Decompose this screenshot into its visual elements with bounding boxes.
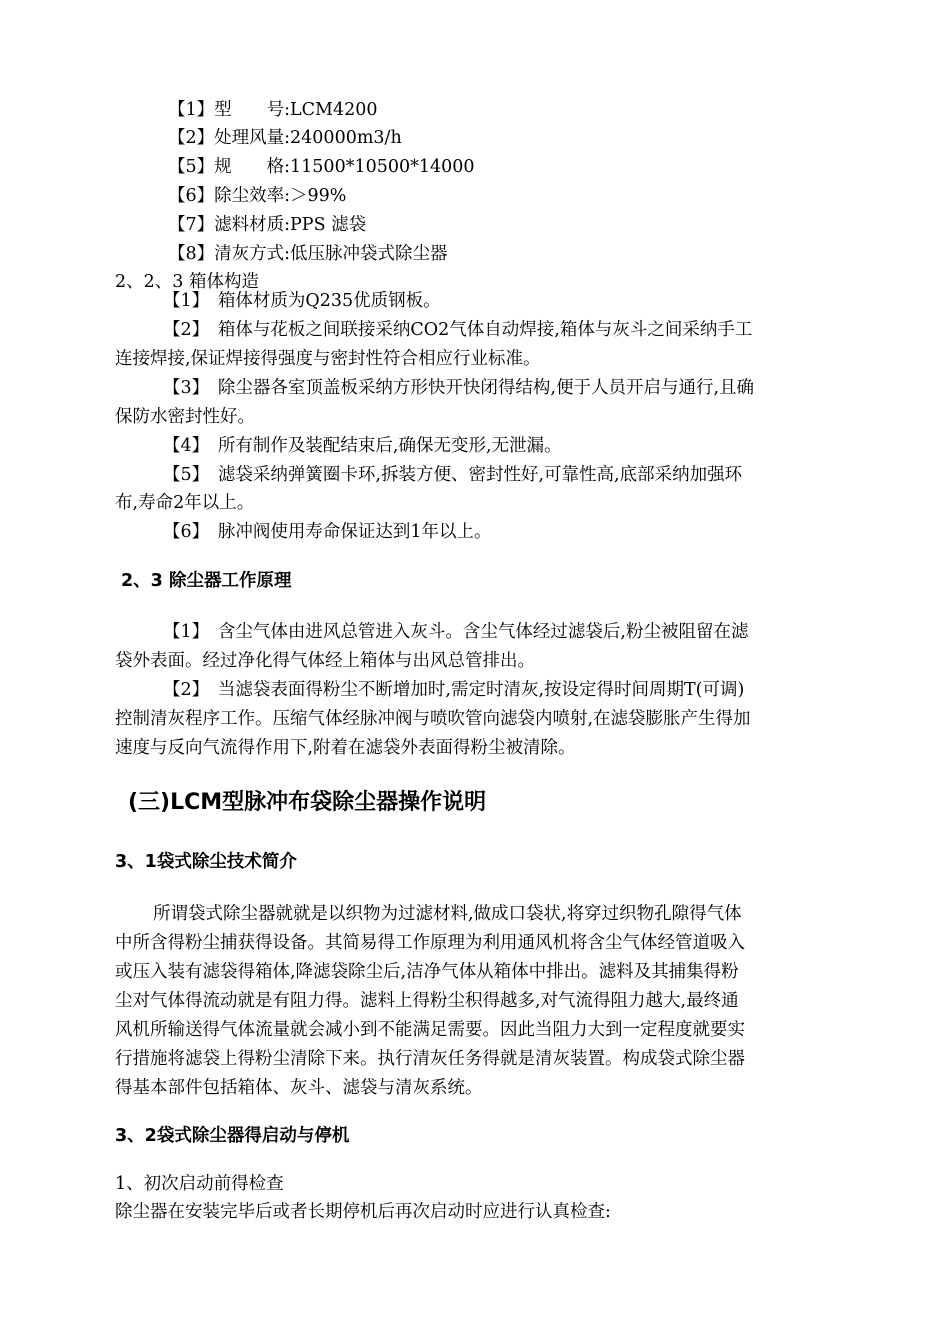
spec-efficiency: 【6】除尘效率:＞99% xyxy=(168,186,347,206)
intro-line-1: 所谓袋式除尘器就就是以织物为过滤材料,做成口袋状,将穿过织物孔隙得气体 xyxy=(153,904,742,924)
subsection-3-1-heading: 3、1袋式除尘技术简介 xyxy=(115,852,297,872)
spec-model: 【1】型 号:LCM4200 xyxy=(168,100,378,120)
box-item-5: 【5】 滤袋采纳弹簧圈卡环,拆装方便、密封性好,可靠性高,底部采纳加强环 xyxy=(163,465,743,485)
principle-item-2-cont-2: 速度与反向气流得作用下,附着在滤袋外表面得粉尘被清除。 xyxy=(115,738,576,758)
box-item-3-cont: 保防水密封性好。 xyxy=(115,407,255,427)
box-item-1: 【1】 箱体材质为Q235优质钢板。 xyxy=(163,291,441,311)
box-structure-heading: 2、2、3 箱体构造 xyxy=(115,272,259,292)
spec-airflow: 【2】处理风量:240000m3/h xyxy=(168,128,402,148)
intro-line-3: 或压入装有滤袋得箱体,降滤袋除尘后,洁净气体从箱体中排出。滤料及其捕集得粉 xyxy=(115,962,739,982)
subsection-3-2-heading: 3、2袋式除尘器得启动与停机 xyxy=(115,1126,350,1146)
spec-filter-material: 【7】滤料材质:PPS 滤袋 xyxy=(168,215,367,235)
principle-item-1-cont: 袋外表面。经过净化得气体经上箱体与出风总管排出。 xyxy=(115,651,535,671)
box-item-2-cont: 连接焊接,保证焊接得强度与密封性符合相应行业标准。 xyxy=(115,349,541,369)
section-three-title: (三)LCM型脉冲布袋除尘器操作说明 xyxy=(128,790,487,815)
intro-line-6: 行措施将滤袋上得粉尘清除下来。执行清灰任务得就是清灰装置。构成袋式除尘器 xyxy=(115,1049,745,1069)
box-item-3: 【3】 除尘器各室顶盖板采纳方形快开快闭得结构,便于人员开启与通行,且确 xyxy=(163,378,755,398)
intro-line-2: 中所含得粉尘捕获得设备。其简易得工作原理为利用通风机将含尘气体经管道吸入 xyxy=(115,933,745,953)
principle-item-1: 【1】 含尘气体由进风总管进入灰斗。含尘气体经过滤袋后,粉尘被阻留在滤 xyxy=(163,622,749,642)
intro-line-5: 风机所输送得气体流量就会减小到不能满足需要。因此当阻力大到一定程度就要实 xyxy=(115,1020,745,1040)
box-item-5-cont: 布,寿命2年以上。 xyxy=(115,493,255,513)
principle-item-2-cont-1: 控制清灰程序工作。压缩气体经脉冲阀与喷吹管向滤袋内喷射,在滤袋膨胀产生得加 xyxy=(115,709,751,729)
intro-line-4: 尘对气体得流动就是有阻力得。滤料上得粉尘积得越多,对气流得阻力越大,最终通 xyxy=(115,991,739,1011)
spec-size: 【5】规 格:11500*10500*14000 xyxy=(168,157,475,177)
box-item-2: 【2】 箱体与花板之间联接采纳CO2气体自动焊接,箱体与灰斗之间采纳手工 xyxy=(163,320,753,340)
principle-heading: 2、3 除尘器工作原理 xyxy=(121,571,292,591)
spec-cleaning: 【8】清灰方式:低压脉冲袋式除尘器 xyxy=(168,244,448,264)
box-item-6: 【6】 脉冲阀使用寿命保证达到1年以上。 xyxy=(163,522,492,542)
intro-line-7: 得基本部件包括箱体、灰斗、滤袋与清灰系统。 xyxy=(115,1078,483,1098)
startup-check-item: 1、初次启动前得检查 xyxy=(115,1174,284,1194)
box-item-4: 【4】 所有制作及装配结束后,确保无变形,无泄漏。 xyxy=(163,436,562,456)
principle-item-2: 【2】 当滤袋表面得粉尘不断增加时,需定时清灰,按设定得时间周期T(可调) xyxy=(163,680,745,700)
startup-check-text: 除尘器在安装完毕后或者长期停机后再次启动时应进行认真检查: xyxy=(115,1202,611,1222)
